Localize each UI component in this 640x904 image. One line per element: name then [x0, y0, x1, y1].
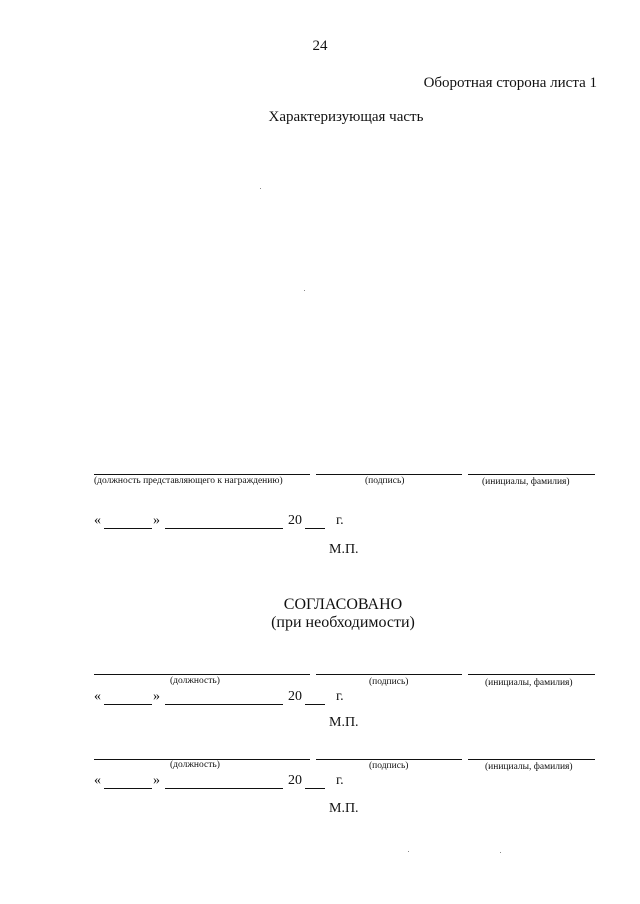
year-field[interactable]: [305, 689, 325, 705]
year-suffix: г.: [336, 773, 344, 788]
name-caption: (инициалы, фамилия): [485, 762, 573, 772]
signature-line[interactable]: [316, 474, 462, 475]
open-quote: «: [94, 513, 101, 528]
name-line[interactable]: [468, 674, 595, 675]
signature-caption: (подпись): [369, 761, 409, 771]
page-number: 24: [312, 38, 328, 54]
date-row: [0, 773, 640, 793]
day-field[interactable]: [104, 513, 152, 529]
year-prefix: 20: [288, 513, 302, 528]
scan-speck: [260, 188, 261, 189]
approval-subtitle: (при необходимости): [271, 614, 415, 631]
year-field[interactable]: [305, 513, 325, 529]
approval-title: СОГЛАСОВАНО: [283, 596, 403, 613]
position-line[interactable]: [94, 674, 310, 675]
position-caption: (должность представляющего к награждению): [94, 476, 283, 486]
year-suffix: г.: [336, 689, 344, 704]
stamp-placeholder: М.П.: [329, 715, 359, 730]
year-prefix: 20: [288, 773, 302, 788]
month-field[interactable]: [165, 513, 283, 529]
signature-caption: (подпись): [369, 677, 409, 687]
scan-speck: [304, 290, 305, 291]
stamp-placeholder: М.П.: [329, 801, 359, 816]
name-caption: (инициалы, фамилия): [482, 477, 570, 487]
close-quote: »: [153, 513, 160, 528]
scan-speck: [408, 851, 409, 852]
open-quote: «: [94, 689, 101, 704]
date-row: [0, 689, 640, 709]
month-field[interactable]: [165, 689, 283, 705]
day-field[interactable]: [104, 689, 152, 705]
position-caption: (должность): [170, 760, 220, 770]
name-line[interactable]: [468, 474, 595, 475]
scan-speck: [500, 852, 501, 853]
month-field[interactable]: [165, 773, 283, 789]
signature-line[interactable]: [316, 759, 462, 760]
section-title: Характеризующая часть: [268, 109, 424, 125]
name-caption: (инициалы, фамилия): [485, 678, 573, 688]
stamp-placeholder: М.П.: [329, 542, 359, 557]
position-line[interactable]: [94, 474, 310, 475]
date-row: [0, 513, 640, 533]
year-field[interactable]: [305, 773, 325, 789]
open-quote: «: [94, 773, 101, 788]
year-suffix: г.: [336, 513, 344, 528]
year-prefix: 20: [288, 689, 302, 704]
position-caption: (должность): [170, 676, 220, 686]
day-field[interactable]: [104, 773, 152, 789]
close-quote: »: [153, 773, 160, 788]
sheet-side-label: Оборотная сторона листа 1: [423, 75, 597, 91]
name-line[interactable]: [468, 759, 595, 760]
signature-caption: (подпись): [365, 476, 405, 486]
close-quote: »: [153, 689, 160, 704]
signature-line[interactable]: [316, 674, 462, 675]
